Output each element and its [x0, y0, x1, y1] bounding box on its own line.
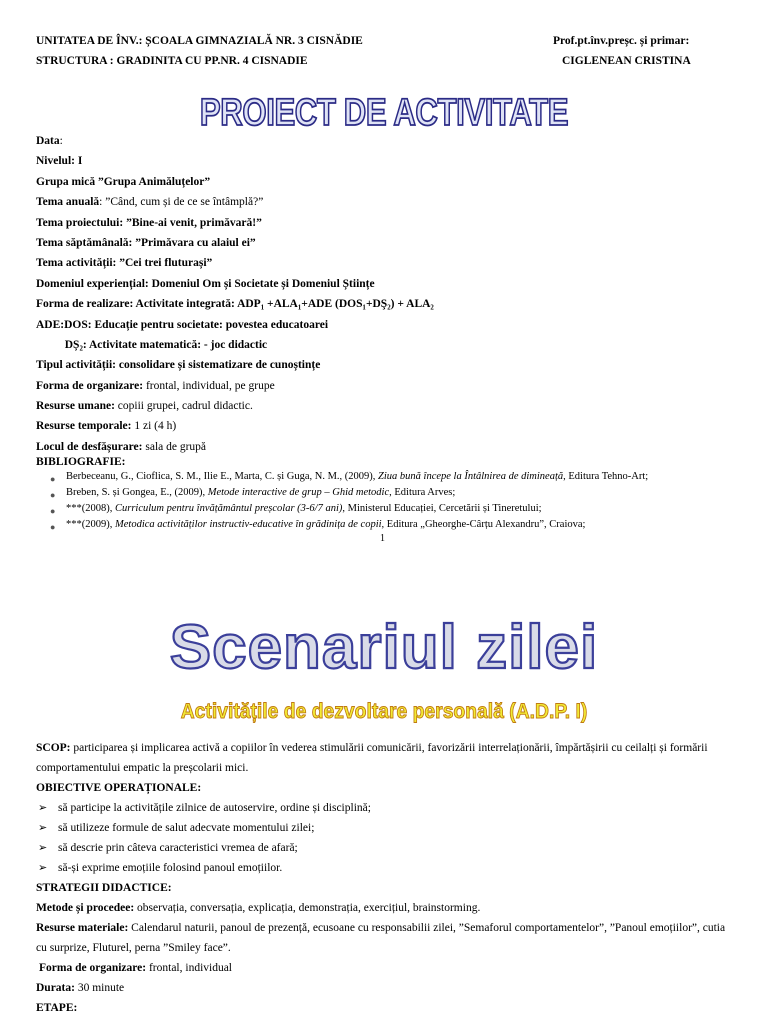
- org-label: Forma de organizare:: [39, 962, 147, 974]
- scop-label: SCOP:: [36, 742, 71, 754]
- field-row: [36, 355, 736, 375]
- adp-title: Activitățile de dezvoltare personală (A.D.P. I): [180, 700, 588, 723]
- field-row: [36, 233, 736, 253]
- list-item: [36, 485, 756, 501]
- etape-line: [36, 998, 736, 1018]
- field-label: Grupa mică ”Grupa Animăluțelor”: [36, 175, 211, 188]
- page-number: 1: [380, 533, 385, 544]
- list-item: [36, 858, 736, 878]
- list-item: [36, 838, 736, 858]
- list-item: [36, 501, 756, 517]
- list-item: [36, 818, 736, 838]
- bib-publisher: , Editura Tehno-Art;: [563, 471, 649, 482]
- materials-label: Resurse materiale:: [36, 922, 129, 934]
- org-line: [36, 958, 736, 978]
- bib-title: Curriculum pentru învățământul preșcolar (3-6/7 ani): [115, 503, 343, 514]
- etape-label: ETAPE:: [36, 1002, 78, 1014]
- objective-text: să descrie prin câteva caracteristici vremea de afară;: [58, 842, 298, 854]
- field-row: [36, 437, 736, 457]
- field-label: Tema săptămânală: ”Primăvara cu alaiul ei”: [36, 236, 256, 249]
- bib-authors: ***(2008),: [66, 503, 115, 514]
- strategies-title: [36, 878, 736, 898]
- bib-authors: Berbeceanu, G., Cioflica, S. M., Ilie E., Marta, C. și Guga, N. M., (2009),: [66, 471, 379, 482]
- list-item: [36, 469, 756, 485]
- field-label: Tipul activității: consolidare și sistematizare de cunoștințe: [36, 359, 321, 372]
- field-label: Forma de realizare: Activitate integrată: ADP₁ +ALA₁+ADE (DOS₁+DŞ₂) + ALA₂: [36, 298, 434, 311]
- bullet-icon: ●: [50, 474, 56, 484]
- field-label: Resurse umane:: [36, 400, 115, 413]
- field-row: [36, 213, 736, 233]
- bib-publisher: Editura „Gheorghe-Cârțu Alexandru”, Craiova;: [384, 519, 586, 530]
- bullet-icon: ●: [50, 506, 56, 516]
- bibliography-list: [36, 469, 756, 533]
- bib-authors: Breben, S. și Gongea, E., (2009),: [66, 487, 208, 498]
- field-label: Domeniul experiențial: [36, 277, 145, 290]
- field-row: [36, 274, 736, 294]
- field-label: Nivelul: I: [36, 155, 83, 168]
- field-value: copiii grupei, cadrul didactic.: [114, 400, 253, 413]
- materials-text: Calendarul naturii, panoul de prezență, ecusoane cu responsabilii zilei, ”Semaforul comportamentelor”, ”Panoul emoțiilor”, cutia cu surprize, Fluturel, perna ”Smiley face”.: [36, 922, 726, 954]
- field-value: : Domeniul Om și Societate și Domeniul Științe: [144, 277, 375, 290]
- bib-publisher: , Editura Arves;: [389, 487, 456, 498]
- scop-text: participarea și implicarea activă a copiilor în vederea stimulării comunicării, favorizării interrelaționării, împărtășirii cu ceilalți și formării comportamentului empatic la preșcolarii mici.: [36, 742, 708, 774]
- field-value: : ”Când, cum și de ce se întâmplă?”: [99, 196, 264, 209]
- field-value: :: [59, 135, 63, 147]
- teacher-role: Prof.pt.înv.preșc. și primar:: [553, 35, 690, 47]
- field-row: [36, 416, 736, 436]
- field-row: [36, 172, 736, 192]
- objective-text: să participe la activitățile zilnice de autoservire, ordine și disciplină;: [58, 802, 371, 814]
- arrow-bullet-icon: ➢: [38, 842, 48, 854]
- objectives-title: [36, 778, 736, 798]
- field-row: [36, 192, 736, 212]
- project-fields: [36, 131, 736, 457]
- field-label: Data: [36, 135, 60, 147]
- list-item: [36, 798, 736, 818]
- objective-text: să utilizeze formule de salut adecvate momentului zilei;: [58, 822, 315, 834]
- objective-text: să-și exprime emoțiile folosind panoul emoțiilor.: [58, 862, 283, 874]
- materials-paragraph: [36, 918, 736, 958]
- strategies-title-text: STRATEGII DIDACTICE:: [36, 882, 172, 894]
- bullet-icon: ●: [50, 522, 56, 532]
- bib-publisher: , Ministerul Educației, Cercetării și Tineretului;: [342, 503, 542, 514]
- field-label: DȘ₂: Activitate matematică: - joc didactic: [36, 338, 268, 351]
- field-row: [36, 151, 736, 171]
- list-item: [36, 517, 756, 533]
- arrow-bullet-icon: ➢: [38, 802, 48, 814]
- field-label: Forma de organizare:: [36, 379, 144, 392]
- field-value: frontal, individual, pe grupe: [143, 379, 275, 392]
- arrow-bullet-icon: ➢: [38, 822, 48, 834]
- bullet-icon: ●: [50, 490, 56, 500]
- field-row: [36, 131, 736, 151]
- bib-title: Metode interactive de grup – Ghid metodic: [207, 487, 390, 498]
- scenario-title: Scenariul zilei: [169, 613, 599, 682]
- project-title: PROIECT DE ACTIVITATE: [199, 92, 569, 134]
- methods-label: Metode și procedee:: [36, 902, 135, 914]
- org-text: frontal, individual: [146, 962, 233, 974]
- field-row: [36, 253, 736, 273]
- bib-title: Metodica activităților instructiv-educative în grădinița de copii,: [115, 519, 385, 530]
- school-unit: UNITATEA DE ÎNV.: ȘCOALA GIMNAZIALĂ NR. 3 CISNĂDIE: [36, 35, 363, 47]
- methods-line: [36, 898, 736, 918]
- duration-label: Durata:: [36, 982, 75, 994]
- school-structure: STRUCTURA : GRADINITA CU PP.NR. 4 CISNADIE: [36, 55, 308, 67]
- bibliography-title: BIBLIOGRAFIE:: [36, 456, 126, 468]
- teacher-name: CIGLENEAN CRISTINA: [562, 55, 691, 67]
- field-label: Tema activității: ”Cei trei fluturași”: [36, 257, 213, 270]
- field-row: [36, 335, 736, 355]
- duration-text: 30 minute: [74, 982, 125, 994]
- field-label: Locul de desfășurare:: [36, 440, 143, 453]
- field-row: [36, 315, 736, 335]
- field-label: Tema anuală: [36, 196, 100, 209]
- methods-text: observația, conversația, explicația, demonstrația, exercițiul, brainstorming.: [134, 902, 481, 914]
- bib-title: Ziua bună începe la Întâlnirea de dimineață: [378, 471, 564, 482]
- scop-paragraph: [36, 738, 736, 778]
- scenario-body: [36, 738, 736, 1018]
- field-row: [36, 294, 736, 314]
- field-value: sala de grupă: [142, 440, 207, 453]
- field-label: Resurse temporale:: [36, 420, 132, 433]
- field-value: 1 zi (4 h): [131, 420, 177, 433]
- field-row: [36, 396, 736, 416]
- arrow-bullet-icon: ➢: [38, 862, 48, 874]
- duration-line: [36, 978, 736, 998]
- bib-authors: ***(2009),: [66, 519, 115, 530]
- field-label: Tema proiectului: ”Bine-ai venit, primăvară!”: [36, 216, 262, 229]
- objectives-title-text: OBIECTIVE OPERAȚIONALE:: [36, 782, 202, 794]
- field-row: [36, 376, 736, 396]
- field-label: ADE:DOS: Educație pentru societate: povestea educatoarei: [36, 318, 329, 331]
